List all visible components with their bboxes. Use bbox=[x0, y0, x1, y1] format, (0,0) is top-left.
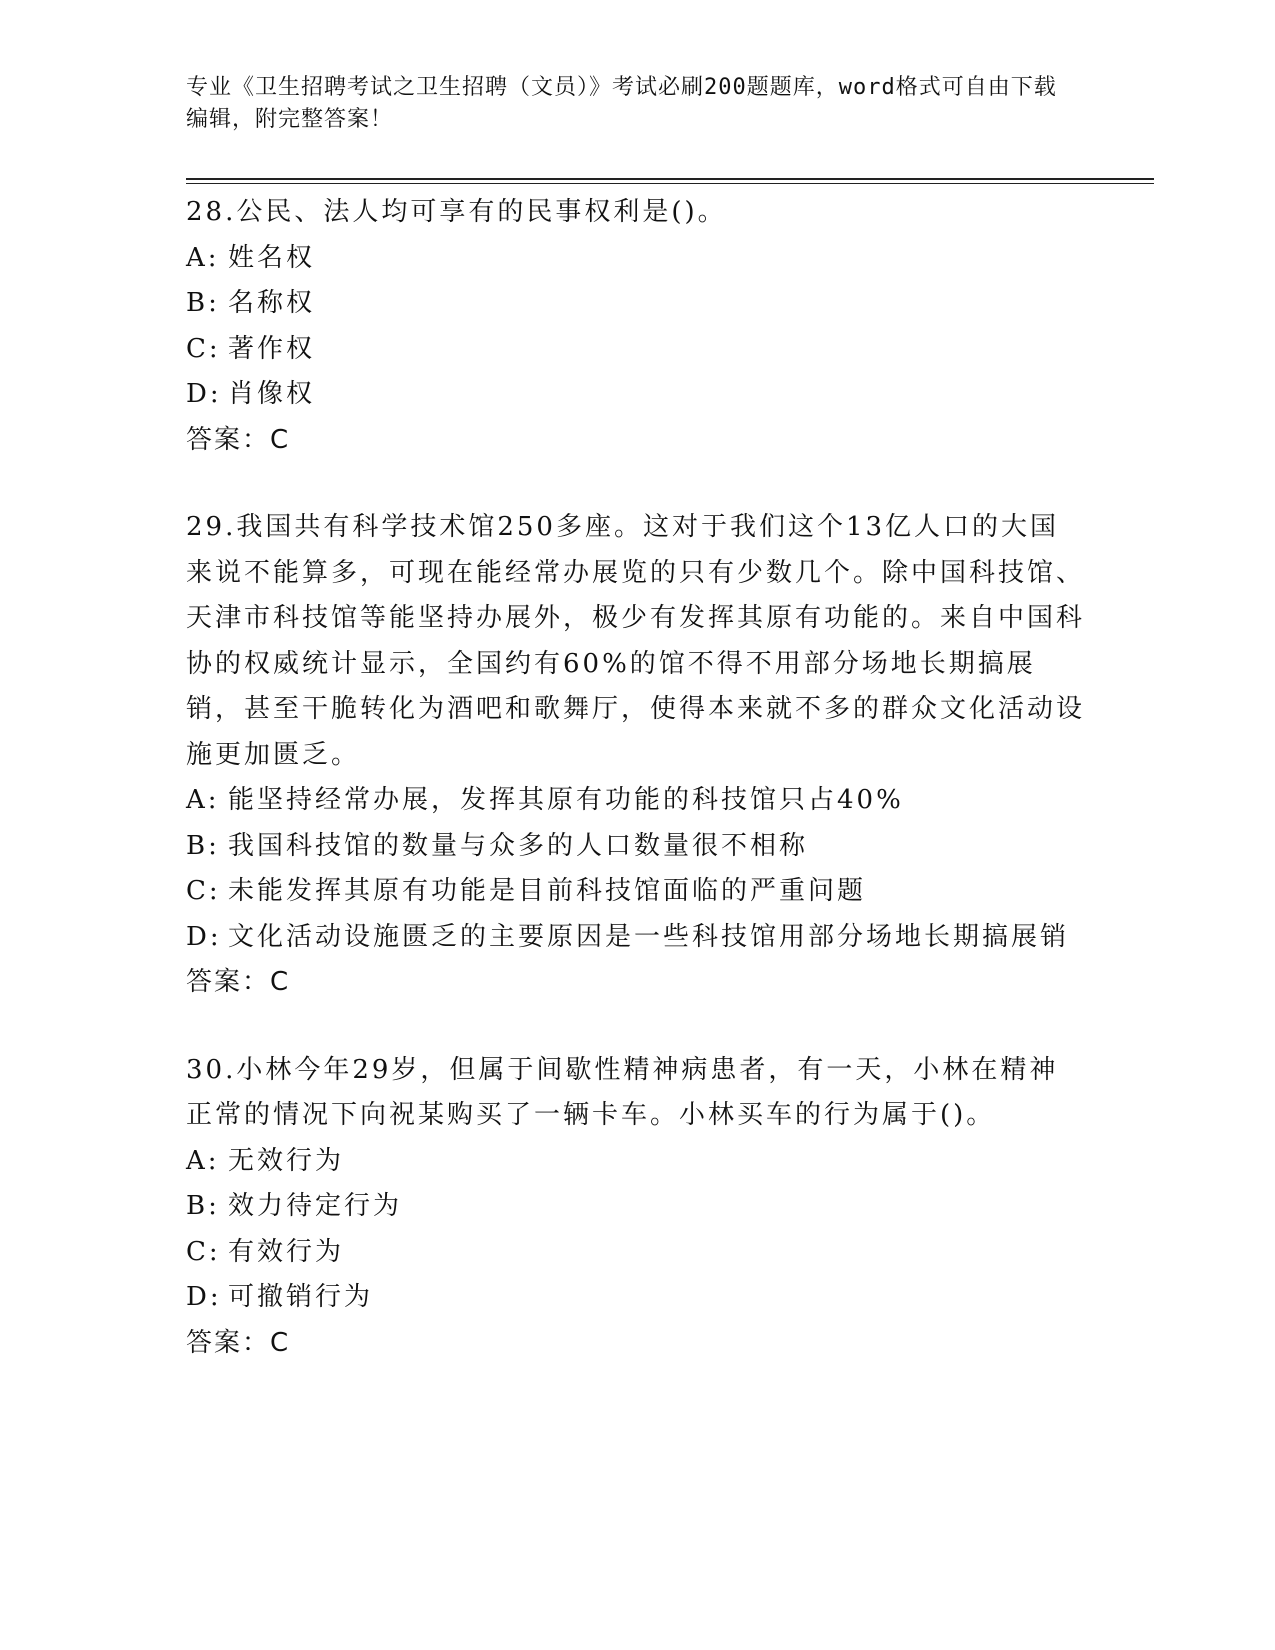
option-text: 可撤销行为 bbox=[228, 1282, 374, 1312]
option-letter: D: bbox=[186, 379, 222, 409]
option-a bbox=[186, 1139, 1086, 1185]
question-28 bbox=[186, 190, 1086, 463]
option-letter: C: bbox=[186, 333, 221, 364]
question-29 bbox=[186, 505, 1086, 1006]
question-spacer bbox=[186, 463, 1086, 505]
option-letter: A: bbox=[186, 1145, 220, 1176]
option-letter: C: bbox=[186, 1236, 221, 1267]
option-d bbox=[186, 372, 1086, 418]
answer-line: 答案：C bbox=[186, 967, 291, 997]
answer-line: 答案：C bbox=[186, 1327, 291, 1358]
option-text: 效力待定行为 bbox=[228, 1191, 403, 1221]
option-letter: B: bbox=[186, 830, 220, 861]
option-b bbox=[186, 824, 1086, 870]
option-c bbox=[186, 1230, 1086, 1276]
document-header bbox=[186, 72, 1066, 136]
option-text: 有效行为 bbox=[228, 1236, 345, 1267]
option-text: 我国科技馆的数量与众多的人口数量很不相称 bbox=[228, 830, 809, 861]
option-letter: D: bbox=[186, 921, 222, 952]
question-stem: 30.小林今年29岁，但属于间歇性精神病患者，有一天，小林在精神正常的情况下向祝某购买了一辆卡车。小林买车的行为属于()。 bbox=[186, 1054, 1059, 1130]
option-letter: A: bbox=[186, 242, 220, 273]
option-text: 文化活动设施匮乏的主要原因是一些科技馆用部分场地长期搞展销 bbox=[228, 921, 1070, 952]
option-letter: C: bbox=[186, 876, 221, 906]
option-d bbox=[186, 915, 1086, 961]
option-text: 能坚持经常办展，发挥其原有功能的科技馆只占40% bbox=[228, 785, 904, 815]
option-text: 肖像权 bbox=[228, 379, 316, 409]
question-spacer bbox=[186, 1006, 1086, 1048]
option-text: 姓名权 bbox=[228, 242, 316, 273]
option-text: 名称权 bbox=[228, 288, 316, 318]
option-b bbox=[186, 1184, 1086, 1230]
option-text: 未能发挥其原有功能是目前科技馆面临的严重问题 bbox=[228, 876, 867, 906]
question-stem: 29.我国共有科学技术馆250多座。这对于我们这个13亿人口的大国来说不能算多，可现在能经常办展览的只有少数几个。除中国科技馆、天津市科技馆等能坚持办展外，极少有发挥其原有功能的。来自中国科协的权威统计显示，全国约有60%的馆不得不用部分场地长期搞展销，甚至干脆转化为酒吧和歌舞厅，使得本来就不多的群众文化活动设施更加匮乏。 bbox=[186, 512, 1086, 770]
option-d bbox=[186, 1275, 1086, 1321]
option-c bbox=[186, 869, 1086, 915]
option-a bbox=[186, 236, 1086, 282]
option-text: 无效行为 bbox=[228, 1145, 345, 1176]
option-a bbox=[186, 778, 1086, 824]
header-divider-thick bbox=[186, 178, 1154, 180]
answer-line: 答案：C bbox=[186, 424, 291, 455]
option-b bbox=[186, 281, 1086, 327]
question-30 bbox=[186, 1048, 1086, 1367]
option-c bbox=[186, 327, 1086, 373]
question-stem: 28.公民、法人均可享有的民事权利是()。 bbox=[186, 197, 727, 227]
option-letter: D: bbox=[186, 1282, 222, 1312]
question-list bbox=[186, 190, 1086, 1366]
header-title: 专业《卫生招聘考试之卫生招聘（文员）》考试必刷200题题库，word格式可自由下载编辑，附完整答案！ bbox=[186, 75, 1057, 132]
option-text: 著作权 bbox=[228, 333, 316, 364]
option-letter: B: bbox=[186, 288, 220, 318]
option-letter: A: bbox=[186, 785, 220, 815]
header-divider-thin bbox=[186, 183, 1154, 184]
option-letter: B: bbox=[186, 1191, 220, 1221]
